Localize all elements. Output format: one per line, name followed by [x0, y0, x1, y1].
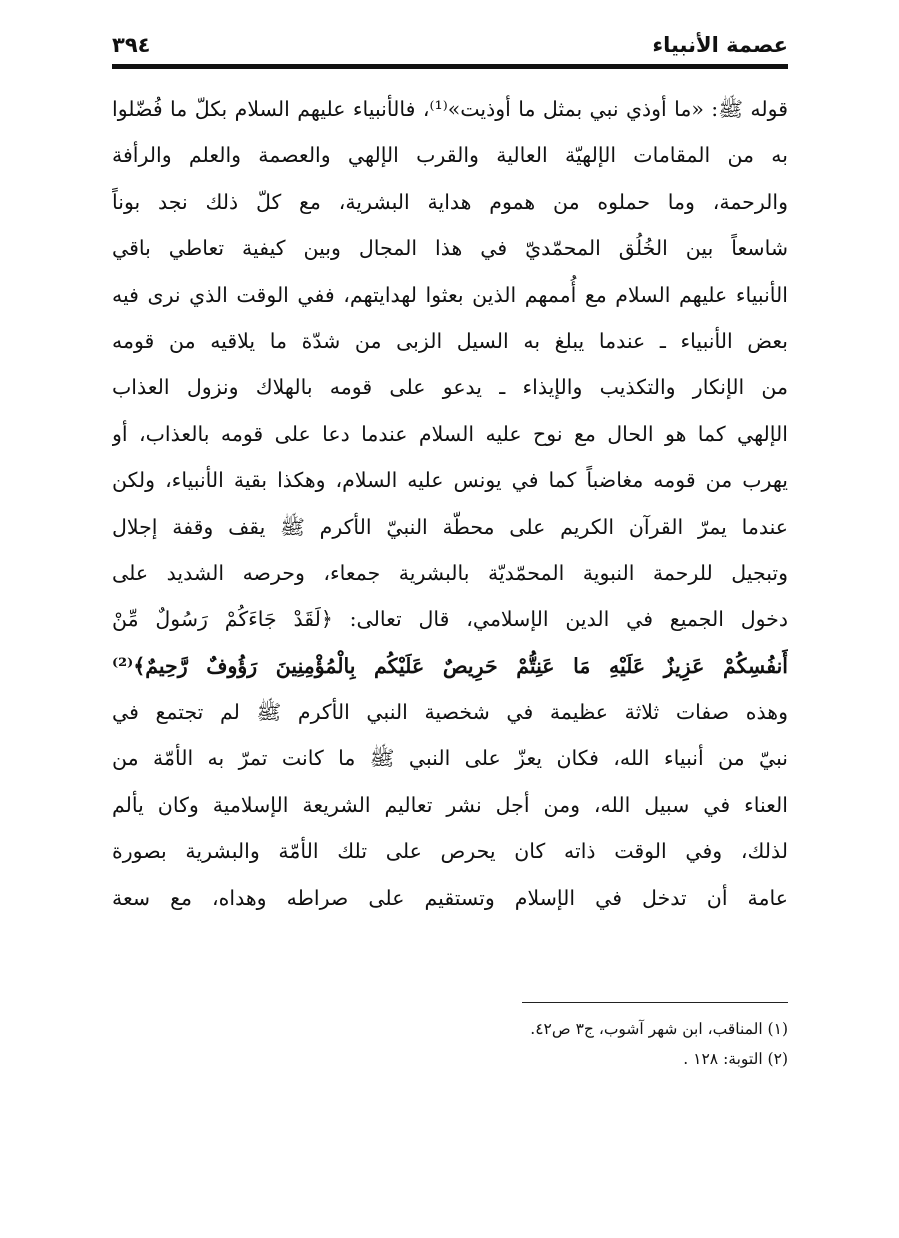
text-line: والرحمة، وما حملوه من هموم هداية البشرية، مع كلّ ذلك نجد بوناً [112, 189, 788, 214]
page-header [112, 30, 788, 64]
text-line: من الإنكار والتكذيب والإيذاء ـ يدعو على قومه بالهلاك ونزول العذاب [112, 375, 788, 400]
text-line: وهذه صفات ثلاثة عظيمة في شخصية النبي الأكرم ﷺ لم تجتمع في [112, 700, 788, 725]
text-line: بعض الأنبياء ـ عندما يبلغ به السيل الزبى من شدّة ما يلاقيه من قومه [112, 328, 788, 353]
page-number: ٣٩٤ [112, 33, 151, 57]
text-line: عامة أن تدخل في الإسلام وتستقيم على صراطه وهداه، مع سعة [112, 885, 788, 910]
text-line: به من المقامات الإلهيّة العالية والقرب الإلهي والعصمة والعلم والرأفة [112, 143, 788, 168]
text-line: الإلهي كما هو الحال مع نوح عليه السلام عندما دعا على قومه بالعذاب، أو [112, 421, 788, 446]
text-line: الأنبياء عليهم السلام مع أُممهم الذين بعثوا لهدايتهم، ففي الوقت الذي نرى فيه [112, 282, 788, 307]
text-line: وتبجيل للرحمة النبوية المحمّديّة بالبشرية جمعاء، وحرصه الشديد على [112, 560, 788, 585]
footnote-separator [522, 1002, 788, 1003]
text-line: نبيّ من أنبياء الله، فكان يعزّ على النبي ﷺ ما كانت تمرّ به الأمّة من [112, 746, 788, 771]
text-line: يهرب من قومه مغاضباً كما في يونس عليه السلام، وهكذا بقية الأنبياء، ولكن [112, 468, 788, 493]
text-line: دخول الجميع في الدين الإسلامي، قال تعالى: ﴿لَقَدْ جَاءَكُمْ رَسُولٌ مِّنْ [112, 607, 788, 632]
text-line: لذلك، وفي الوقت ذاته كان يحرص على تلك الأمّة والبشرية بصورة [112, 839, 788, 864]
body-text [112, 86, 788, 988]
footnote: (٢) التوبة: ١٢٨ . [683, 1050, 788, 1068]
footnotes [412, 1014, 788, 1074]
text-line: عندما يمرّ القرآن الكريم على محطّة النبيّ الأكرم ﷺ يقف وقفة إجلال [112, 514, 788, 539]
running-title: عصمة الأنبياء [652, 33, 788, 57]
text-line: شاسعاً بين الخُلُق المحمّديّ في هذا المجال وبين كيفية تعاطي باقي [112, 236, 788, 261]
text-line: قوله ﷺ: «ما أوذي نبي بمثل ما أوذيت»⁽¹⁾، فالأنبياء عليهم السلام بكلّ ما فُضّلوا [112, 97, 788, 121]
header-rule [112, 64, 788, 69]
quran-verse-line: أَنفُسِكُمْ عَزِيزٌ عَلَيْهِ مَا عَنِتُّمْ حَرِيصٌ عَلَيْكُم بِالْمُؤْمِنِينَ رَؤُوفٌ رَّحِيمٌ﴾⁽²⁾ [112, 653, 788, 678]
text-line: العناء في سبيل الله، ومن أجل نشر تعاليم الشريعة الإسلامية وكان يألم [112, 792, 788, 817]
footnote: (١) المناقب، ابن شهر آشوب، ج٣ ص٤٢. [530, 1020, 788, 1038]
